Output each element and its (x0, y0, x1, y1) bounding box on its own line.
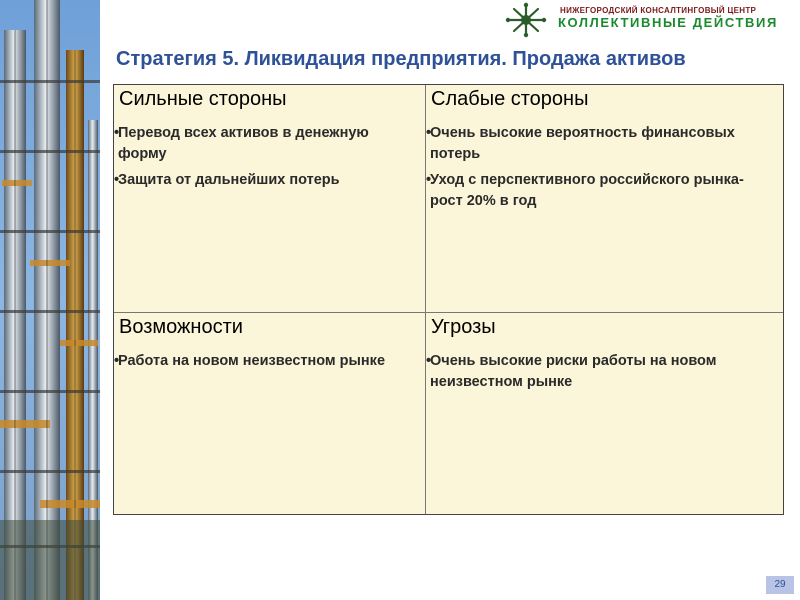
swot-weaknesses-cell (426, 85, 782, 312)
weaknesses-heading: Слабые стороны (431, 88, 589, 110)
swot-threats-cell (426, 313, 782, 513)
swot-matrix (113, 84, 784, 515)
weakness-item-text: Очень высокие вероятность финансовых потерь (430, 125, 735, 162)
opportunities-list (114, 351, 425, 377)
list-item: • Защита от дальнейших потерь (114, 172, 340, 188)
threat-item-text: Очень высокие риски работы на новом неизвестном рынке (430, 353, 717, 390)
company-logo (500, 2, 790, 38)
logo-title: КОЛЛЕКТИВНЫЕ ДЕЙСТВИЯ (558, 15, 778, 30)
opportunity-item-text: Работа на новом неизвестном рынке (118, 353, 386, 369)
strength-item-text: Защита от дальнейших потерь (118, 172, 340, 188)
industrial-plant-photo (0, 0, 100, 600)
opportunities-heading: Возможности (119, 316, 243, 338)
list-item: • Перевод всех активов в денежную форму (114, 125, 369, 162)
strengths-list (114, 123, 425, 196)
strengths-heading: Сильные стороны (119, 88, 287, 110)
logo-emblem-icon (500, 2, 552, 38)
list-item: • Уход с перспективного российского рынка- рост 20% в год (426, 172, 744, 209)
page-number: 29 (766, 576, 794, 594)
threats-list (426, 351, 782, 398)
slide-title: Стратегия 5. Ликвидация предприятия. Продажа активов (116, 48, 686, 70)
threats-heading: Угрозы (431, 316, 496, 338)
logo-subtitle: НИЖЕГОРОДСКИЙ КОНСАЛТИНГОВЫЙ ЦЕНТР (560, 6, 757, 15)
list-item: • Очень высокие вероятность финансовых потерь (426, 125, 735, 162)
strength-item-text: Перевод всех активов в денежную форму (118, 125, 369, 162)
swot-strengths-cell (114, 85, 425, 312)
list-item: • Очень высокие риски работы на новом неизвестном рынке (426, 353, 717, 390)
swot-opportunities-cell (114, 313, 425, 513)
list-item: • Работа на новом неизвестном рынке (114, 353, 386, 369)
weaknesses-list (426, 123, 782, 217)
weakness-item-text: Уход с перспективного российского рынка- рост 20% в год (430, 172, 744, 209)
